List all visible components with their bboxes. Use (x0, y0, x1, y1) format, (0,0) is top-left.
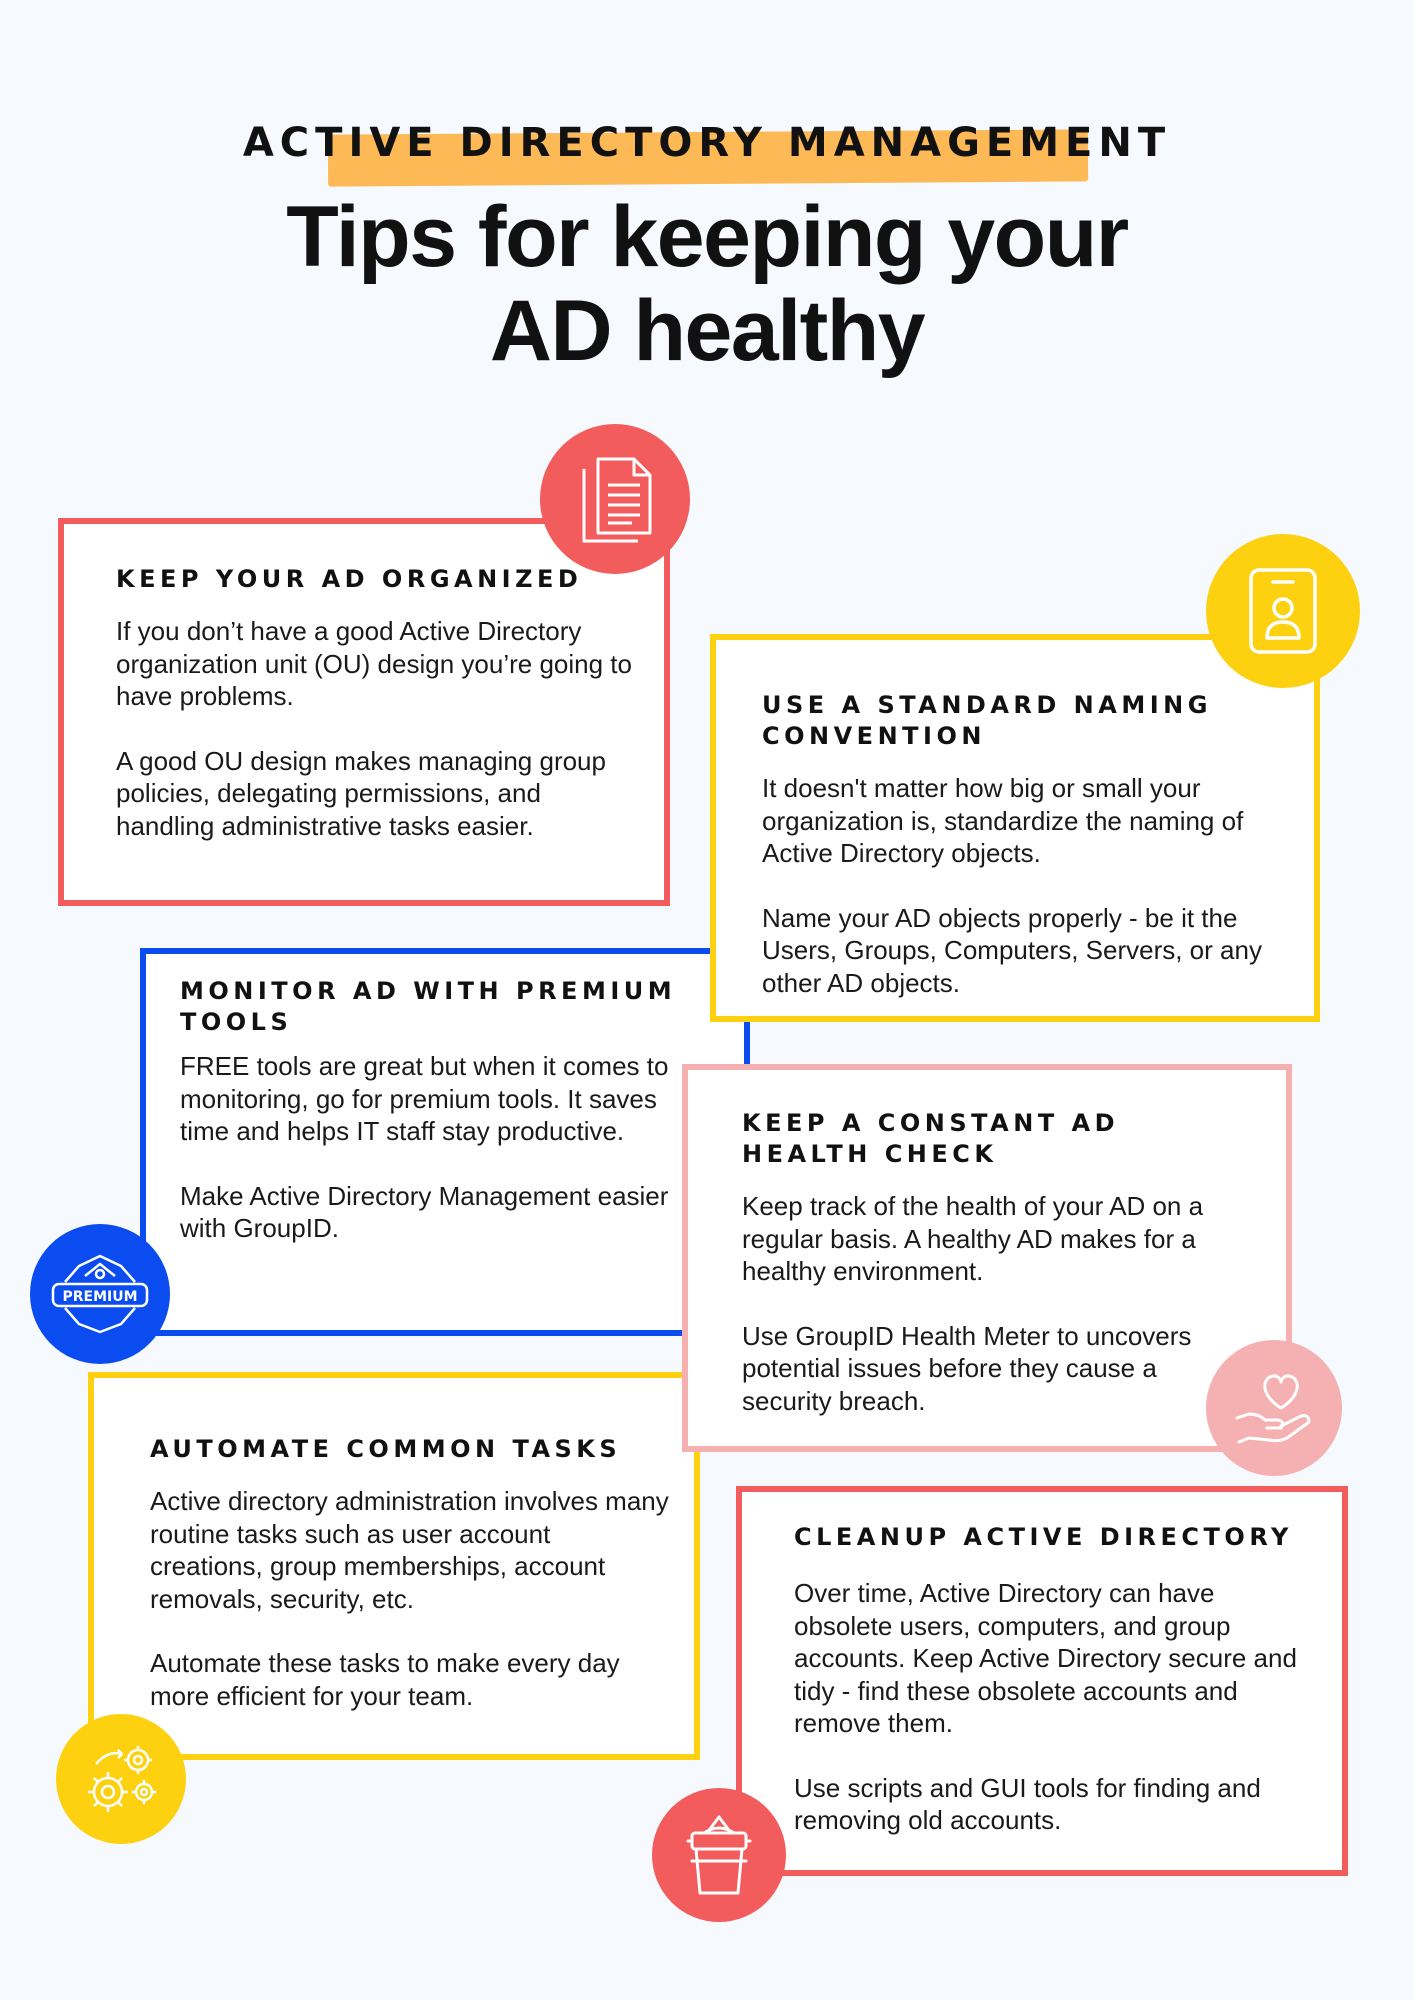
tip-paragraph: Automate these tasks to make every day more efficient for your team. (150, 1648, 620, 1711)
tip-paragraph: Over time, Active Directory can have obsolete users, computers, and group accounts. Keep Active Directory secure and tidy - find these obsolete accounts and remove them. (794, 1578, 1297, 1738)
id-badge-icon (1206, 534, 1360, 688)
tip-paragraph: Active directory administration involves many routine tasks such as user account creations, group memberships, account removals, security, etc. (150, 1486, 669, 1614)
tip-title: MONITOR AD WITH PREMIUM TOOLS (180, 977, 677, 1036)
tip-title: CLEANUP ACTIVE DIRECTORY (794, 1523, 1293, 1551)
tip-card-naming (710, 634, 1320, 1022)
header-kicker: ACTIVE DIRECTORY MANAGEMENT (242, 120, 1172, 166)
tip-title: USE A STANDARD NAMING CONVENTION (762, 691, 1212, 750)
tip-title: KEEP YOUR AD ORGANIZED (116, 565, 583, 593)
tip-paragraph: It doesn't matter how big or small your organization is, standardize the naming of Active Directory objects. (762, 773, 1244, 868)
tip-title: AUTOMATE COMMON TASKS (150, 1435, 622, 1463)
premium-badge-icon (30, 1224, 170, 1364)
tip-card-organized (58, 518, 670, 906)
page-title (0, 190, 1414, 378)
tip-card-health (682, 1064, 1292, 1452)
tip-card-automate (88, 1372, 700, 1760)
gears-icon (56, 1714, 186, 1844)
tip-paragraph: Make Active Directory Management easier with GroupID. (180, 1180, 669, 1243)
tip-paragraph: Keep track of the health of your AD on a regular basis. A healthy AD makes for a healthy environment. (742, 1191, 1204, 1286)
document-icon (540, 424, 690, 574)
title-line-2: AD healthy (489, 283, 925, 379)
title-line-1: Tips for keeping your (286, 189, 1128, 285)
heart-hand-icon (1206, 1340, 1342, 1476)
tip-paragraph: FREE tools are great but when it comes to monitoring, go for premium tools. It saves time and helps IT staff stay productive. (180, 1051, 669, 1146)
tip-paragraph: If you don’t have a good Active Directory organization unit (OU) design you’re going to have problems. (116, 616, 632, 711)
premium-badge-text: PREMIUM (62, 1289, 138, 1305)
tip-paragraph: A good OU design makes managing group policies, delegating permissions, and handling administrative tasks easier. (116, 745, 606, 841)
tip-title: KEEP A CONSTANT AD HEALTH CHECK (742, 1109, 1120, 1168)
tip-card-monitor (140, 948, 750, 1336)
tip-paragraph: Name your AD objects properly - be it the Users, Groups, Computers, Servers, or any other AD objects. (762, 902, 1262, 998)
tip-card-cleanup (736, 1486, 1348, 1876)
cleaning-bucket-icon (652, 1788, 786, 1922)
tip-paragraph: Use scripts and GUI tools for finding and removing old accounts. (794, 1772, 1261, 1835)
tip-paragraph: Use GroupID Health Meter to uncovers potential issues before they cause a security breach. (742, 1320, 1192, 1416)
